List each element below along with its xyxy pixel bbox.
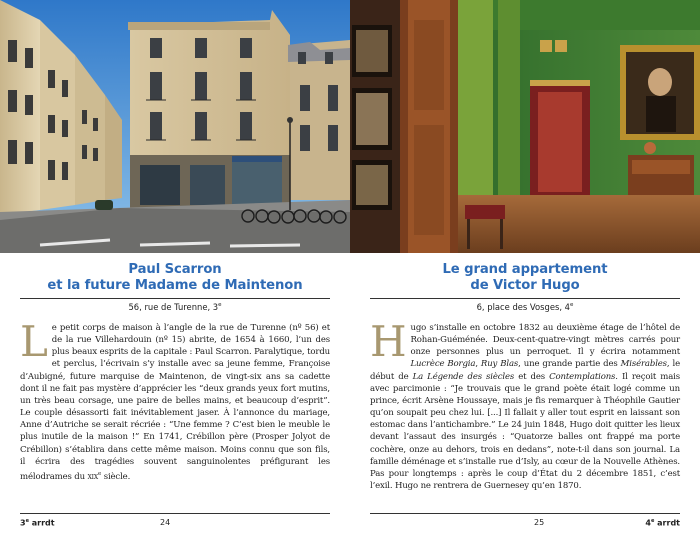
separator: , [475, 359, 481, 370]
footer-section [20, 518, 55, 528]
footer-section-rest: arrdt [28, 518, 55, 528]
address-text: 6, place des Vosges, 4 [476, 302, 570, 312]
interior-photo [350, 0, 700, 253]
page-footer [370, 513, 680, 531]
footer-section-sup: e [650, 518, 655, 524]
body-text: , une grande partie des [518, 359, 621, 370]
work-title: Lucrèce Borgia [410, 359, 476, 370]
body-text: ugo s’installe en octobre 1832 au deuxième étage de l’hôtel de Rohan-Guéménée. Deux-cent-quatre-vingt mètres carrés pour onze personnes plus un perroquet. Il y écrira notamment [410, 323, 680, 358]
century-numeral: xix [87, 471, 99, 482]
article-body [370, 317, 681, 492]
work-title: Misérables [620, 359, 667, 370]
footer-section-rest: arrdt [654, 518, 680, 528]
page-number: 24 [160, 518, 171, 527]
address-line [370, 298, 680, 312]
page-footer [20, 513, 330, 531]
body-text: e petit corps de maison à l’angle de la rue de Turenne (nº 56) et de la rue Villehardouin (nº 15) abrite, de 1654 à 1660, l’un des plus beaux esprits de la capitale : Paul Scarron. Paralytique, tordu et perclus, l’écrivain s’y installe avec sa jeune femme, Françoise d’Aubigné, future marquise de Maintenon, de vingt-six ans sa cadette dont il ne fait pas mystère d’apprécier les “deux grands yeux fort mutins, un très beau corsage, une paire de belles mains, et beaucoup d’esprit”. Le couple désassorti fait inévitablement jaser. À l’annonce du mariage, Anne d’Autriche se serait récriée : “Une femme ? C’est bien le meuble le plus inutile de la maison !” En 1741, Crébillon père (Prosper Jolyot de Crébillon) s’établira dans cette même maison. Moins connu que son fils, il écrira des tragédies souvent sanguinolentes préfigurant les mélodrames du [20, 323, 330, 482]
body-text: . Il reçoit mais avec parcimonie : “Je trouvais que le grand poète était logé comme un prince, écrit Arsène Houssaye, mais je fis remarquer à Théophile Gautier qu’on soupait peu chez lui. [...] Il fallait y aller tout esprit en laissant son estomac dans l’antichambre.” Le 24 juin 1848, Hugo doit quitter les lieux devant l’assaut des insurgés : “Quatorze balles ont frappé ma porte cochère, onze au dehors, trois en dedans”, note-t-il dans son journal. La famille déménage et s’installe rue d’Isly, au cœur de la Nouvelle Athènes. Pas pour longtemps : après le coup d’État du 2 décembre 1851, c’est l’exil. Hugo ne rentrera de Guernesey qu’en 1870. [370, 371, 681, 492]
footer-section [645, 518, 680, 528]
footer-section-num: 4 [645, 518, 651, 528]
drop-cap: L [20, 317, 48, 366]
article-title [380, 262, 670, 293]
body-text-end: siècle. [101, 471, 131, 482]
body-text: , le début de [370, 359, 680, 382]
footer-section-num: 3 [20, 518, 26, 528]
address-text: 56, rue de Turenne, 3 [128, 302, 219, 312]
work-title: Ruy Blas [480, 359, 519, 370]
article-body [20, 317, 330, 483]
title-line-2: et la future Madame de Maintenon [47, 277, 303, 293]
address-sup: e [570, 302, 574, 309]
address-line [20, 298, 330, 312]
century-sup: e [98, 470, 102, 477]
title-line-1: Paul Scarron [128, 262, 222, 277]
address-sup: e [218, 302, 222, 309]
title-line-2: de Victor Hugo [470, 277, 580, 293]
drop-cap: H [370, 317, 407, 366]
work-title: Contemplations [549, 371, 616, 382]
work-title: La Légende des siècles [412, 371, 515, 382]
article-title [30, 262, 320, 293]
street-photo [0, 0, 350, 253]
title-line-1: Le grand appartement [442, 262, 608, 277]
body-text: et des [514, 371, 550, 382]
page-number: 25 [534, 518, 545, 527]
right-page [350, 0, 700, 541]
footer-section-sup: e [25, 518, 29, 524]
